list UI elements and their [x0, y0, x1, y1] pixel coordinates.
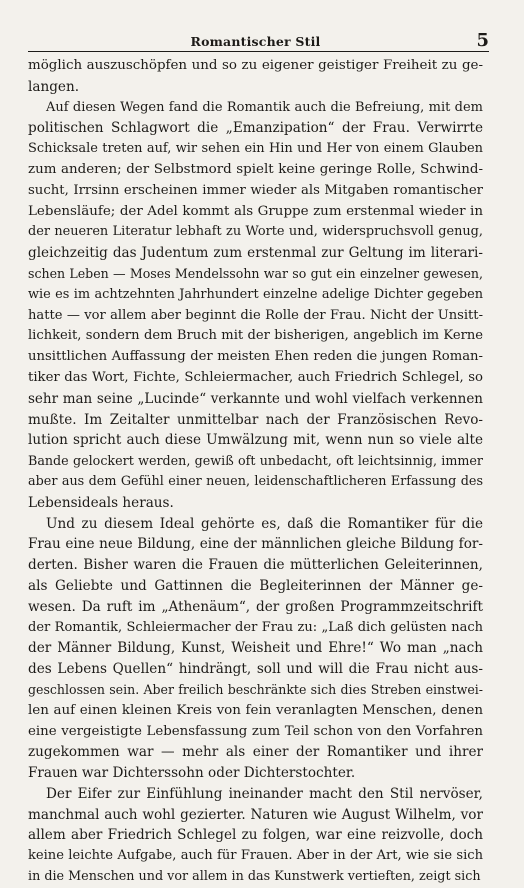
text-line: lichkeit, sondern dem Bruch mit der bisherigen, angeblich im Kerne: [28, 328, 483, 344]
text-line: wie es im achtzehnten Jahrhundert einzelne adelige Dichter gegeben: [28, 286, 483, 302]
text-line: keine leichte Aufgabe, auch für Frauen. Aber in der Art, wie sie sich: [28, 848, 483, 864]
text-line: wesen. Da ruft im „Athenäum“, der großen Programmzeitschrift: [28, 598, 483, 615]
text-line: der neueren Literatur lebhaft zu Worte und, widerspruchsvoll genug,: [28, 224, 483, 240]
text-line: Auf diesen Wegen fand die Romantik auch die Befreiung, mit dem: [46, 99, 483, 115]
text-line: mußte. Im Zeitalter unmittelbar nach der Französischen Revo-: [28, 411, 483, 428]
text-line: Schicksale treten auf, wir sehen ein Hin und Her von einem Glauben: [28, 141, 483, 157]
text-line: als Geliebte und Gattinnen die Begleiterinnen der Männer ge-: [28, 577, 483, 594]
text-line: zugekommen war — mehr als einer der Romantiker und ihrer: [28, 744, 483, 761]
text-line: allem aber Friedrich Schlegel zu folgen, war eine reizvolle, doch: [28, 827, 483, 844]
text-line: Und zu diesem Ideal gehörte es, daß die Romantiker für die: [46, 515, 483, 532]
text-line: Lebensideals heraus.: [28, 494, 174, 511]
paragraph: [28, 56, 483, 98]
text-line: möglich auszuschöpfen und so zu eigener geistiger Freiheit zu ge-: [28, 58, 483, 73]
text-line: gleichzeitig das Judentum zum erstenmal zur Geltung im literari-: [28, 245, 483, 262]
text-line: politischen Schlagwort die „Emanzipation“ der Frau. Verwirrte: [28, 120, 483, 137]
text-line: Frauen war Dichterssohn oder Dichterstochter.: [28, 765, 356, 782]
text-line: derten. Bisher waren die Frauen die mütterlichen Geleiterinnen,: [28, 557, 483, 574]
text-line: geschlossen sein. Aber freilich beschränkte sich dies Streben einstwei-: [28, 681, 483, 697]
text-line: len auf einen kleinen Kreis von fein veranlagten Menschen, denen: [28, 702, 483, 718]
text-line: eine vergeistigte Lebensfassung zum Teil schon von den Vorfahren: [28, 723, 483, 739]
page-number: 5: [476, 30, 489, 51]
text-line: in die Menschen und vor allem in das Kunstwerk vertieften, zeigt sich: [28, 869, 481, 885]
running-head: Romantischer Stil: [190, 34, 321, 49]
text-line: Lebensläufe; der Adel kommt als Gruppe zum erstenmal wieder in: [28, 203, 483, 219]
page-header: [28, 30, 489, 52]
text-line: Frau eine neue Bildung, eine der männlichen gleiche Bildung for-: [28, 536, 483, 553]
text-line: schen Leben — Moses Mendelssohn war so gut ein einzelner gewesen,: [28, 265, 483, 281]
text-line: sucht, Irrsinn erscheinen immer wieder als Mitgaben romantischer: [28, 182, 483, 198]
header-rule: [28, 51, 489, 52]
text-line: aber aus dem Gefühl einer neuen, leidenschaftlicheren Erfassung des: [28, 473, 483, 489]
text-line: hatte — vor allem aber beginnt die Rolle der Frau. Nicht der Unsitt-: [28, 307, 483, 323]
text-line: des Lebens Quellen“ hindrängt, soll und will die Frau nicht aus-: [28, 661, 483, 678]
text-line: der Männer Bildung, Kunst, Weisheit und Ehre!“ Wo man „nach: [28, 640, 483, 657]
text-line: lution spricht auch diese Umwälzung mit, wenn nun so viele alte: [28, 432, 483, 449]
paragraph: [28, 98, 483, 514]
text-line: manchmal auch wohl gezierter. Naturen wie August Wilhelm, vor: [28, 806, 483, 823]
text-line: langen.: [28, 78, 80, 95]
text-line: sehr man seine „Lucinde“ verkannte und wohl vielfach verkennen: [28, 390, 483, 407]
paragraph: [28, 514, 483, 784]
paragraph: [28, 784, 483, 888]
text-line: der Romantik, Schleiermacher der Frau zu: „Laß dich gelüsten nach: [28, 619, 483, 635]
text-line: zum anderen; der Selbstmord spielt keine geringe Rolle, Schwind-: [28, 161, 483, 177]
book-page: [28, 30, 489, 888]
text-line: Der Eifer zur Einfühlung ineinander macht den Stil nervöser,: [46, 785, 483, 802]
text-line: Bande gelockert werden, gewiß oft unbedacht, oft leichtsinnig, immer: [28, 453, 483, 469]
text-line: tiker das Wort, Fichte, Schleiermacher, auch Friedrich Schlegel, so: [28, 369, 483, 385]
text-line: unsittlichen Auffassung der meisten Ehen reden die jungen Roman-: [28, 349, 483, 365]
body-text: [28, 56, 483, 888]
